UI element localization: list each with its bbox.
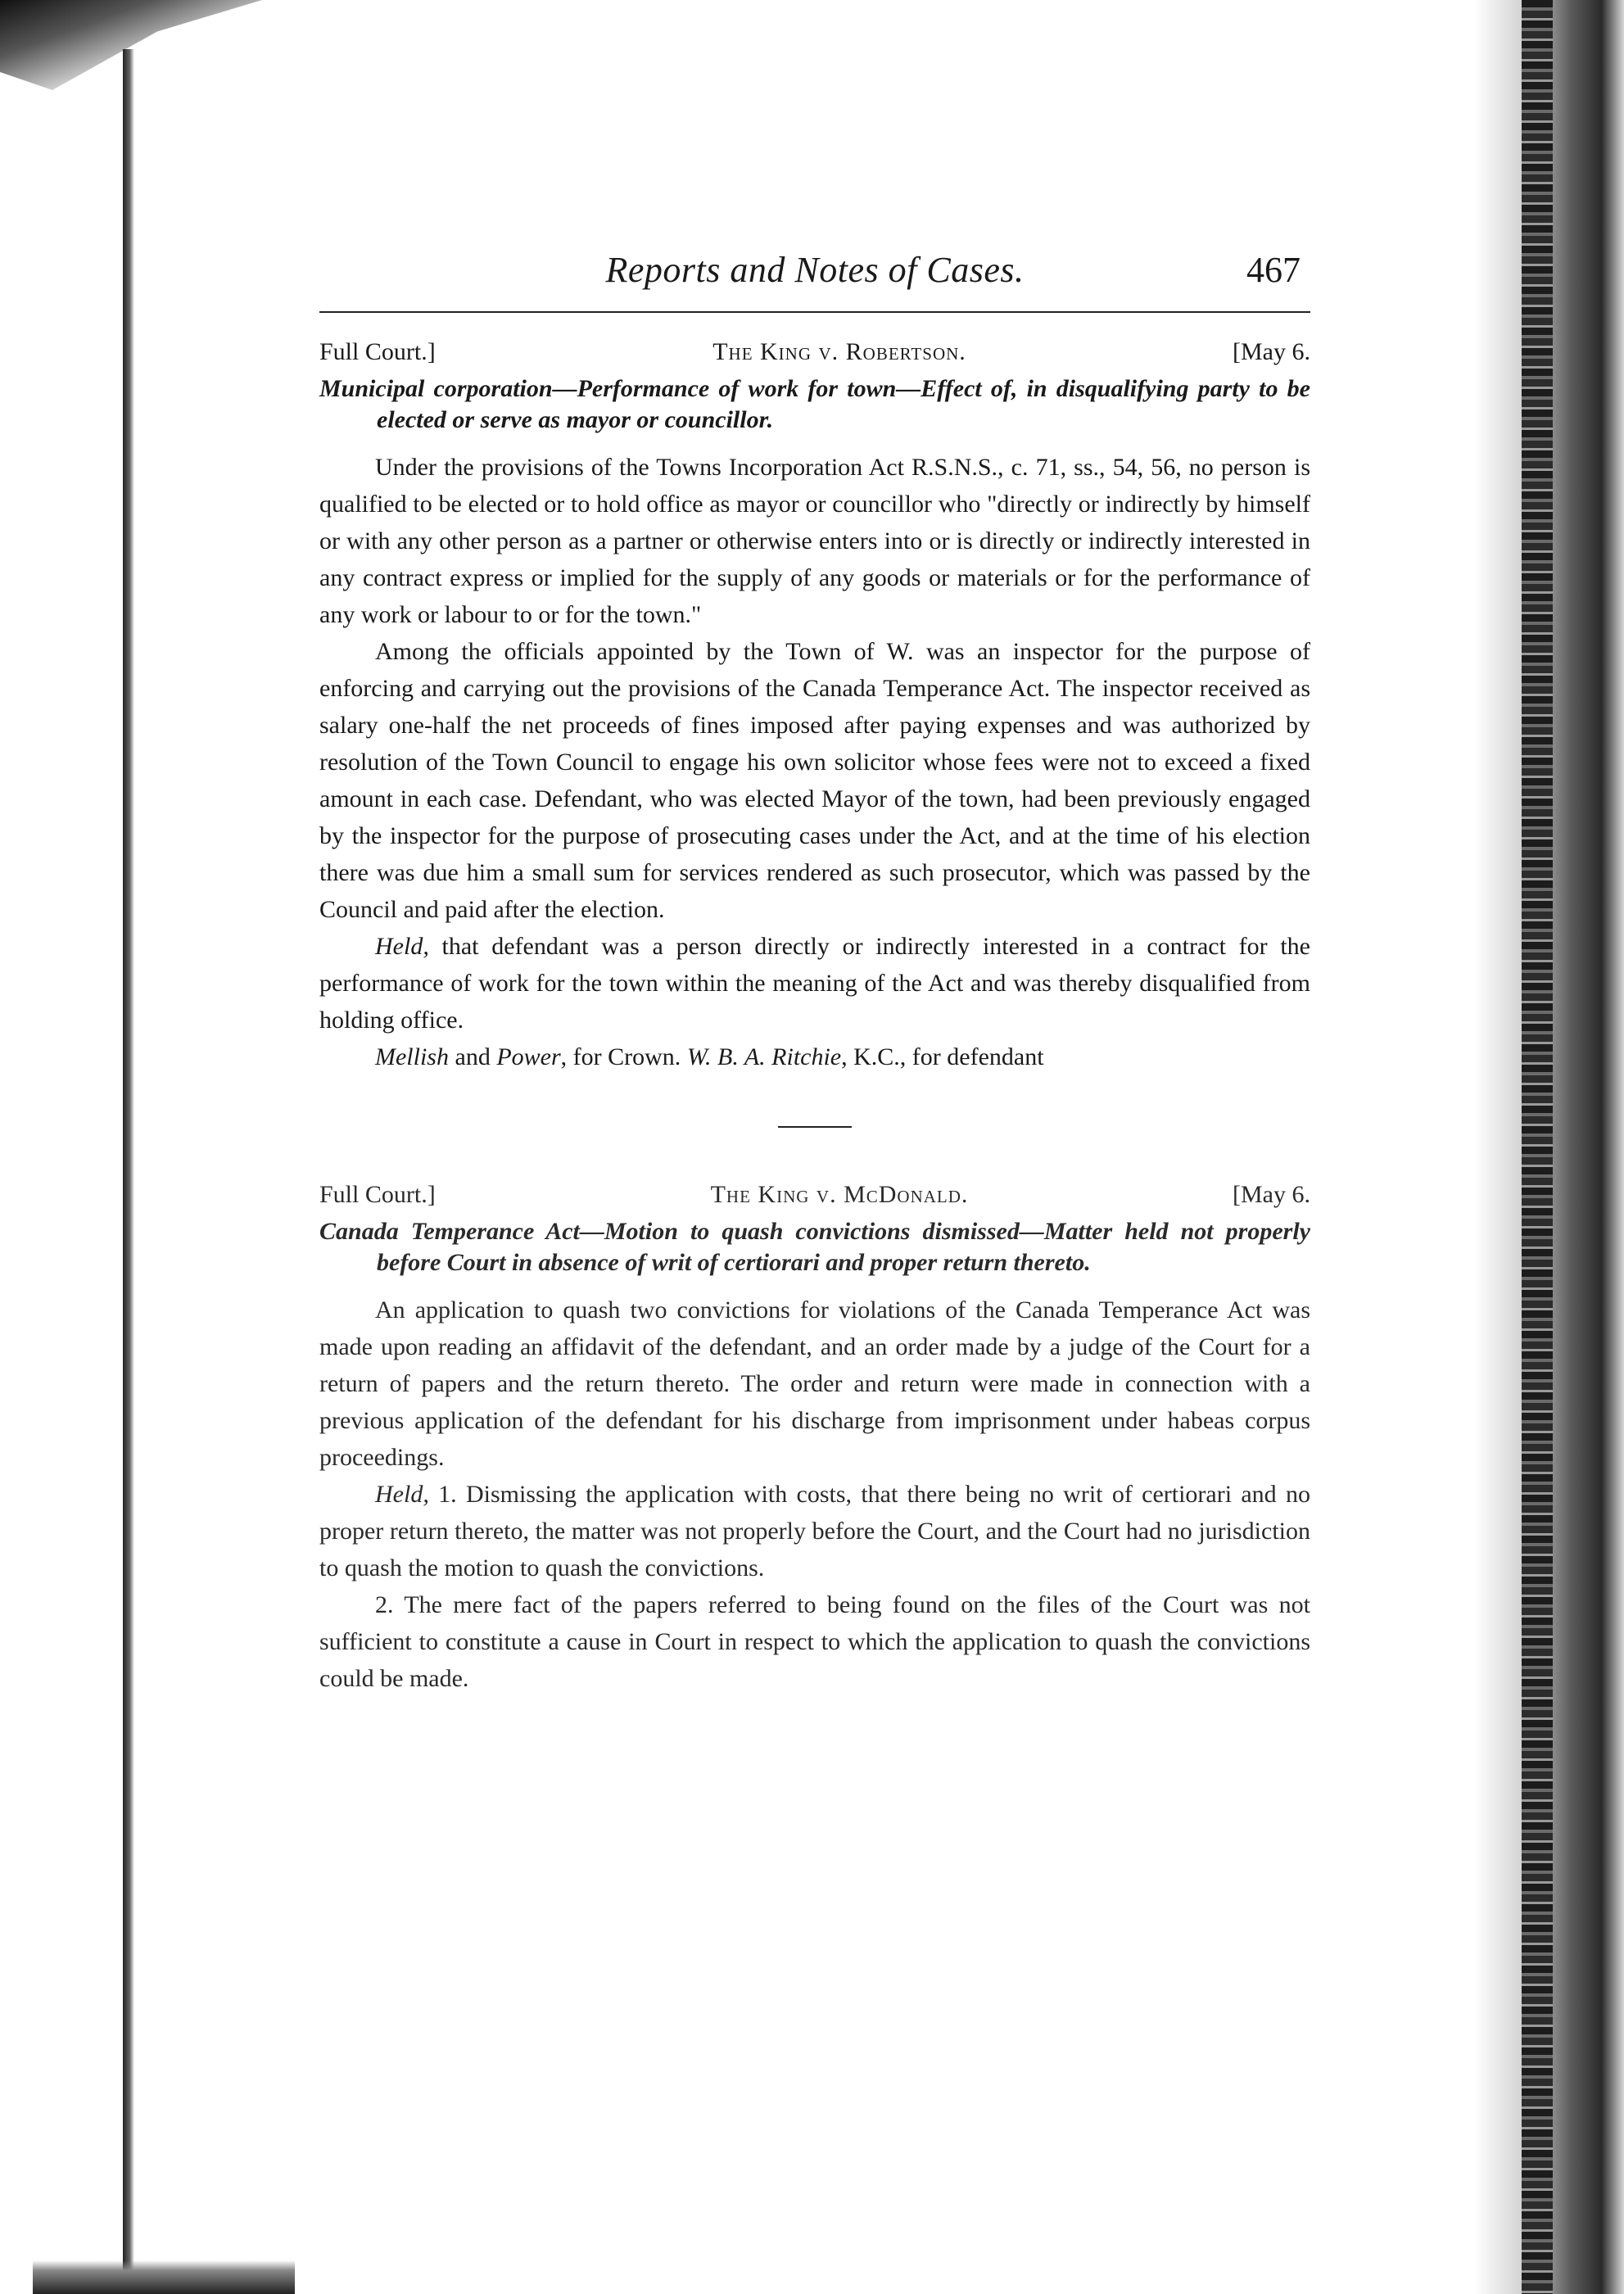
case-date: [May 6. — [1233, 338, 1310, 365]
case-king-v-mcdonald — [319, 1177, 1310, 1697]
scan-shadow-bottom-left — [33, 2260, 295, 2294]
page-number: 467 — [1246, 250, 1301, 290]
section-divider — [778, 1126, 852, 1128]
case-paragraph: An application to quash two convictions for violations of the Canada Temperance Act was made upon reading an affidavit of the defendant, and an order made by a judge of the Court for a return of papers and the return thereto. The order and return were made in connection with a previous application of the defendant for his discharge from imprisonment under habeas corpus proceedings. — [319, 1296, 1310, 1471]
held-text: 1. Dismissing the application with costs, that there being no writ of certiorari and no proper return thereto, the matter was not properly before the Court, and the Court had no jurisdiction to quash the motion to quash the convictions. — [319, 1481, 1310, 1581]
case-headnote: Municipal corporation—Performance of work for town—Effect of, in disqualifying party to be elected or serve as mayor or councillor. — [319, 375, 1310, 433]
header-rule — [319, 311, 1310, 313]
case-holding-point-2: 2. The mere fact of the papers referred to being found on the files of the Court was not sufficient to constitute a cause in Court in respect to which the application to quash the convictions could be made. — [319, 1591, 1310, 1692]
counsel-text: , K.C., for defendant — [841, 1043, 1044, 1070]
case-paragraph: Among the officials appointed by the Town of W. was an inspector for the purpose of enforcing and carrying out the provisions of the Canada Temperance Act. The inspector received as salary one-half the net proceeds of fines imposed after paying expenses and was authorized by resolution of the Town Council to engage his own solicitor whose fees were not to exceed a fixed amount in each case. Defendant, who was elected Mayor of the town, had been previously engaged by the inspector for the purpose of prosecuting cases under the Act, and at the time of his election there was due him a small sum for services rendered as such prosecutor, which was passed by the Council and paid after the election. — [319, 638, 1310, 923]
counsel-text: , for Crown. — [560, 1043, 687, 1070]
held-label: Held, — [375, 1481, 429, 1508]
book-binding-edge — [1522, 0, 1553, 2294]
counsel-line — [319, 1038, 1310, 1075]
case-title: The King v. Robertson. — [712, 338, 966, 365]
case-header — [319, 334, 1310, 370]
counsel-name: W. B. A. Ritchie — [686, 1043, 842, 1070]
case-paragraph: Under the provisions of the Towns Incorporation Act R.S.N.S., c. 71, ss., 54, 56, no person is qualified to be elected or to hold office as mayor or councillor who "directly or indirectly by himself or with any other person as a partner or otherwise enters into or is directly or indirectly interested in any contract express or implied for the supply of any goods or materials or for the performance of any work or labour to or for the town." — [319, 454, 1310, 628]
counsel-name: Mellish — [375, 1043, 449, 1070]
case-headnote: Canada Temperance Act—Motion to quash convictions dismissed—Matter held not properly before Court in absence of writ of certiorari and proper return thereto. — [319, 1218, 1310, 1276]
case-holding — [319, 928, 1310, 1038]
book-page — [319, 246, 1310, 1697]
court-label: Full Court.] — [319, 1181, 436, 1208]
held-label: Held, — [375, 933, 429, 960]
counsel-text: and — [449, 1043, 497, 1070]
held-text: that defendant was a person directly or indirectly interested in a contract for the performance of work for the town within the meaning of the Act and was thereby disqualified from holding office. — [319, 933, 1310, 1034]
case-header — [319, 1177, 1310, 1213]
court-label: Full Court.] — [319, 338, 436, 365]
running-title: Reports and Notes of Cases. — [605, 250, 1025, 290]
running-head — [319, 246, 1310, 311]
counsel-name: Power — [496, 1043, 561, 1070]
case-title: The King v. McDonald. — [710, 1181, 969, 1208]
scan-shadow-left-edge — [123, 49, 134, 2293]
case-king-v-robertson — [319, 334, 1310, 1075]
case-holding — [319, 1476, 1310, 1586]
case-date: [May 6. — [1233, 1181, 1310, 1208]
